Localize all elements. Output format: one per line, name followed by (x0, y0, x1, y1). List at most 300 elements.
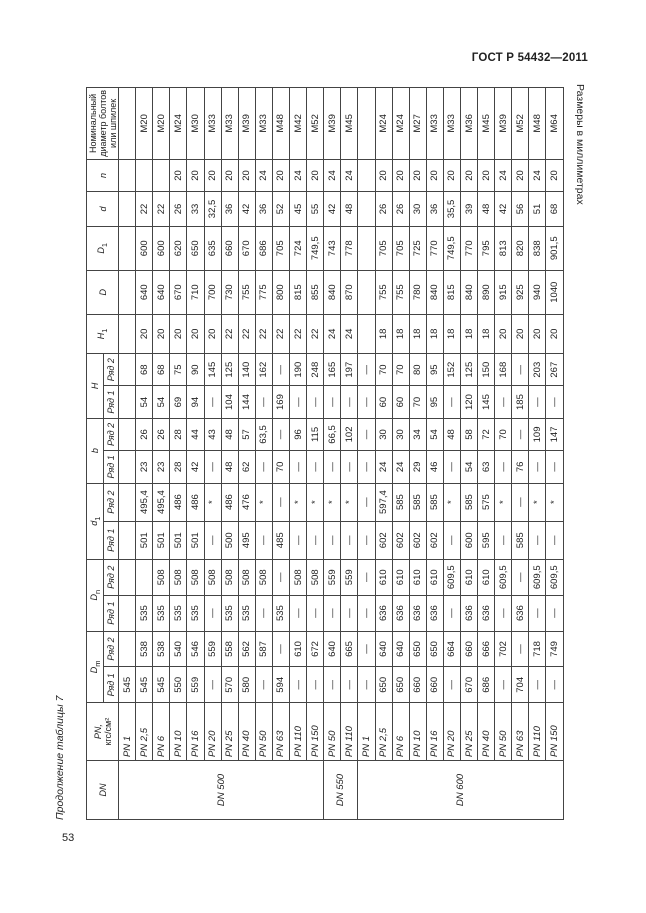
header-pn-unit: кгс/см² (102, 717, 113, 746)
value-cell: 24 (392, 451, 409, 483)
table-row (221, 88, 238, 820)
value-cell: M20 (153, 88, 170, 160)
value-cell: 702 (495, 631, 512, 667)
value-cell: 22 (238, 314, 255, 353)
value-cell: 43 (204, 418, 221, 450)
pn-cell: PN 2,5 (375, 703, 392, 761)
value-cell: M48 (272, 88, 289, 160)
value-cell: 775 (255, 270, 272, 314)
value-cell: 795 (478, 226, 495, 270)
value-cell: 609,5 (529, 559, 546, 595)
value-cell: 24 (529, 159, 546, 191)
value-cell: 585 (512, 521, 529, 559)
value-cell: M39 (324, 88, 341, 160)
value-cell: 585 (409, 483, 426, 521)
value-cell: 660 (409, 667, 426, 703)
value-cell: — (255, 667, 272, 703)
value-cell: 150 (478, 354, 495, 386)
pn-cell: PN 50 (255, 703, 272, 761)
header-h: H (87, 354, 104, 419)
value-cell: 70 (272, 451, 289, 483)
value-cell: 602 (409, 521, 426, 559)
value-cell: 147 (546, 418, 563, 450)
value-cell: — (324, 521, 341, 559)
value-cell: M24 (375, 88, 392, 160)
value-cell: 610 (478, 559, 495, 595)
value-cell: 18 (426, 314, 443, 353)
value-cell: 22 (136, 192, 153, 227)
value-cell: 546 (187, 631, 204, 667)
value-cell (119, 354, 136, 386)
value-cell: 749,5 (443, 226, 460, 270)
table-row (255, 88, 272, 820)
value-cell: — (341, 521, 358, 559)
value-cell: — (546, 595, 563, 631)
value-cell: 33 (187, 192, 204, 227)
value-cell: 52 (272, 192, 289, 227)
value-cell: 24 (341, 159, 358, 191)
value-cell: 725 (409, 226, 426, 270)
value-cell: 168 (495, 354, 512, 386)
value-cell: — (358, 631, 375, 667)
value-cell: * (529, 483, 546, 521)
value-cell: 23 (136, 451, 153, 483)
value-cell: — (358, 559, 375, 595)
header-pn (87, 703, 119, 761)
value-cell (119, 314, 136, 353)
flange-dimensions-table (86, 87, 564, 820)
value-cell: 562 (238, 631, 255, 667)
value-cell: 46 (426, 451, 443, 483)
header-d-big: D (87, 270, 119, 314)
value-cell (119, 226, 136, 270)
table-row (307, 88, 324, 820)
value-cell: 650 (409, 631, 426, 667)
value-cell: 610 (392, 559, 409, 595)
value-cell: 39 (460, 192, 477, 227)
table-row (512, 88, 529, 820)
value-cell: 144 (238, 386, 255, 418)
pn-cell: PN 10 (170, 703, 187, 761)
header-n: n (87, 159, 119, 191)
value-cell: 24 (495, 159, 512, 191)
value-cell: — (546, 451, 563, 483)
value-cell (119, 483, 136, 521)
value-cell: 609,5 (546, 559, 563, 595)
value-cell: 800 (272, 270, 289, 314)
value-cell (358, 270, 375, 314)
value-cell: 185 (512, 386, 529, 418)
value-cell: — (272, 483, 289, 521)
table-row (443, 88, 460, 820)
value-cell: — (358, 418, 375, 450)
table-row (529, 88, 546, 820)
table-row (392, 88, 409, 820)
value-cell: — (529, 595, 546, 631)
value-cell: 165 (324, 354, 341, 386)
value-cell: 66,5 (324, 418, 341, 450)
value-cell: 650 (392, 667, 409, 703)
dn-cell: DN 600 (358, 761, 563, 820)
value-cell: 650 (426, 631, 443, 667)
header-d1-big: $D_1$ (87, 226, 119, 270)
value-cell: 610 (375, 559, 392, 595)
value-cell: 26 (136, 418, 153, 450)
value-cell: 75 (170, 354, 187, 386)
value-cell: 54 (136, 386, 153, 418)
value-cell: 650 (375, 667, 392, 703)
value-cell: * (290, 483, 307, 521)
value-cell: 55 (307, 192, 324, 227)
value-cell: — (358, 521, 375, 559)
value-cell: — (324, 595, 341, 631)
dn-cell: DN 550 (324, 761, 358, 820)
value-cell: M36 (460, 88, 477, 160)
value-cell: M64 (546, 88, 563, 160)
pn-cell: PN 6 (153, 703, 170, 761)
value-cell: 749 (546, 631, 563, 667)
value-cell (119, 159, 136, 191)
dn-cell: DN 500 (119, 761, 324, 820)
table-row (324, 88, 341, 820)
value-cell: 125 (460, 354, 477, 386)
value-cell: 495,4 (136, 483, 153, 521)
value-cell: 508 (170, 559, 187, 595)
value-cell: 190 (290, 354, 307, 386)
value-cell: 58 (460, 418, 477, 450)
header-ryad2: Ряд 2 (104, 418, 119, 450)
value-cell: 20 (409, 159, 426, 191)
value-cell: 559 (324, 559, 341, 595)
value-cell: — (512, 631, 529, 667)
value-cell: 24 (324, 314, 341, 353)
value-cell: 22 (272, 314, 289, 353)
header-ryad1: Ряд 1 (104, 386, 119, 418)
pn-cell: PN 63 (272, 703, 289, 761)
value-cell: — (290, 667, 307, 703)
table-row (170, 88, 187, 820)
value-cell: — (324, 667, 341, 703)
table-header (87, 88, 119, 820)
value-cell: 20 (443, 159, 460, 191)
value-cell: 610 (426, 559, 443, 595)
value-cell: 44 (187, 418, 204, 450)
value-cell: 20 (221, 159, 238, 191)
value-cell: 18 (478, 314, 495, 353)
value-cell: M42 (290, 88, 307, 160)
value-cell: 585 (426, 483, 443, 521)
value-cell: — (495, 595, 512, 631)
value-cell: 636 (460, 595, 477, 631)
value-cell: 68 (153, 354, 170, 386)
value-cell: 18 (375, 314, 392, 353)
value-cell: 718 (529, 631, 546, 667)
value-cell: 602 (375, 521, 392, 559)
value-cell: 20 (546, 314, 563, 353)
value-cell: 22 (307, 314, 324, 353)
value-cell: 538 (136, 631, 153, 667)
value-cell: 508 (255, 559, 272, 595)
value-cell: 120 (460, 386, 477, 418)
value-cell: 36 (255, 192, 272, 227)
table-row (495, 88, 512, 820)
value-cell: 125 (221, 354, 238, 386)
value-cell: — (204, 667, 221, 703)
value-cell: — (324, 451, 341, 483)
table-row (238, 88, 255, 820)
value-cell: 18 (460, 314, 477, 353)
value-cell: — (341, 667, 358, 703)
value-cell: 535 (136, 595, 153, 631)
value-cell: 486 (170, 483, 187, 521)
value-cell: — (307, 451, 324, 483)
pn-cell: PN 10 (409, 703, 426, 761)
value-cell: 635 (204, 226, 221, 270)
value-cell: M52 (307, 88, 324, 160)
value-cell: * (341, 483, 358, 521)
value-cell: — (255, 595, 272, 631)
value-cell: * (546, 483, 563, 521)
table-row (478, 88, 495, 820)
value-cell: 20 (375, 159, 392, 191)
value-cell (136, 159, 153, 191)
value-cell: — (204, 451, 221, 483)
value-cell: 636 (409, 595, 426, 631)
value-cell: 538 (153, 631, 170, 667)
value-cell: 60 (392, 386, 409, 418)
header-b: b (87, 418, 104, 483)
value-cell: 575 (478, 483, 495, 521)
value-cell: 600 (136, 226, 153, 270)
pn-cell: PN 20 (443, 703, 460, 761)
value-cell: 508 (307, 559, 324, 595)
value-cell: 23 (153, 451, 170, 483)
value-cell: 104 (221, 386, 238, 418)
value-cell: M45 (478, 88, 495, 160)
value-cell: — (307, 595, 324, 631)
value-cell: — (272, 559, 289, 595)
header-ryad2: Ряд 2 (104, 354, 119, 386)
value-cell: — (546, 667, 563, 703)
value-cell: 48 (221, 418, 238, 450)
value-cell: 70 (392, 354, 409, 386)
value-cell: — (443, 595, 460, 631)
pn-cell: PN 110 (341, 703, 358, 761)
value-cell: M33 (221, 88, 238, 160)
value-cell (119, 386, 136, 418)
value-cell: 585 (392, 483, 409, 521)
value-cell: 35,5 (443, 192, 460, 227)
value-cell: 22 (153, 192, 170, 227)
table-row (136, 88, 153, 820)
pn-cell: PN 16 (426, 703, 443, 761)
value-cell: 640 (324, 631, 341, 667)
value-cell: — (204, 386, 221, 418)
table-row (426, 88, 443, 820)
table-row (153, 88, 170, 820)
value-cell: — (341, 595, 358, 631)
value-cell: 495 (238, 521, 255, 559)
value-cell: — (546, 521, 563, 559)
value-cell: 535 (187, 595, 204, 631)
rotated-table-wrapper (86, 87, 584, 820)
value-cell (119, 418, 136, 450)
pn-cell: PN 150 (546, 703, 563, 761)
value-cell: 28 (170, 418, 187, 450)
value-cell: — (290, 451, 307, 483)
value-cell: — (443, 521, 460, 559)
value-cell: 36 (426, 192, 443, 227)
value-cell: 550 (170, 667, 187, 703)
pn-cell: PN 1 (119, 703, 136, 761)
pn-cell: PN 63 (512, 703, 529, 761)
value-cell: 610 (460, 559, 477, 595)
header-ryad1: Ряд 1 (104, 451, 119, 483)
value-cell: — (358, 451, 375, 483)
value-cell: — (495, 386, 512, 418)
header-ryad1: Ряд 1 (104, 667, 119, 703)
value-cell: — (290, 595, 307, 631)
value-cell: 69 (170, 386, 187, 418)
value-cell: 704 (512, 667, 529, 703)
value-cell: M39 (495, 88, 512, 160)
value-cell: 500 (221, 521, 238, 559)
value-cell: — (204, 521, 221, 559)
value-cell: 30 (392, 418, 409, 450)
value-cell: — (443, 386, 460, 418)
value-cell: 20 (307, 159, 324, 191)
value-cell: 20 (512, 314, 529, 353)
value-cell: * (255, 483, 272, 521)
value-cell: 545 (119, 667, 136, 703)
value-cell: 20 (478, 159, 495, 191)
value-cell (153, 159, 170, 191)
value-cell: 70 (409, 386, 426, 418)
value-cell: 508 (238, 559, 255, 595)
value-cell: M39 (238, 88, 255, 160)
header-d1: $d_1$ (87, 483, 104, 559)
value-cell: 508 (221, 559, 238, 595)
value-cell: 610 (409, 559, 426, 595)
value-cell: 670 (170, 270, 187, 314)
value-cell: 925 (512, 270, 529, 314)
value-cell: 22 (221, 314, 238, 353)
value-cell: 705 (272, 226, 289, 270)
table-row (546, 88, 563, 820)
value-cell: 815 (290, 270, 307, 314)
value-cell: 636 (375, 595, 392, 631)
value-cell: M24 (392, 88, 409, 160)
value-cell: 636 (478, 595, 495, 631)
value-cell: — (290, 386, 307, 418)
value-cell: M52 (512, 88, 529, 160)
value-cell: 749,5 (307, 226, 324, 270)
value-cell: 24 (375, 451, 392, 483)
value-cell: 670 (460, 667, 477, 703)
value-cell: 30 (375, 418, 392, 450)
value-cell: 45 (290, 192, 307, 227)
value-cell: 840 (324, 270, 341, 314)
value-cell: 508 (187, 559, 204, 595)
value-cell: 743 (324, 226, 341, 270)
value-cell: 508 (153, 559, 170, 595)
value-cell: 665 (341, 631, 358, 667)
value-cell: 660 (426, 667, 443, 703)
pn-cell: PN 16 (187, 703, 204, 761)
table-row (290, 88, 307, 820)
header-dm: $D_m$ (87, 631, 104, 703)
value-cell: 600 (460, 521, 477, 559)
table-row (204, 88, 221, 820)
value-cell: 54 (426, 418, 443, 450)
value-cell: 476 (238, 483, 255, 521)
value-cell: — (512, 559, 529, 595)
value-cell: M48 (529, 88, 546, 160)
value-cell: 585 (460, 483, 477, 521)
value-cell: 63 (478, 451, 495, 483)
value-cell: 1040 (546, 270, 563, 314)
value-cell: 770 (460, 226, 477, 270)
value-cell: 72 (478, 418, 495, 450)
table-row (375, 88, 392, 820)
value-cell: — (324, 386, 341, 418)
value-cell: 602 (392, 521, 409, 559)
value-cell: 587 (255, 631, 272, 667)
value-cell: 580 (238, 667, 255, 703)
value-cell: 20 (170, 159, 187, 191)
value-cell (119, 631, 136, 667)
pn-cell: PN 1 (358, 703, 375, 761)
table-row (272, 88, 289, 820)
value-cell: 915 (495, 270, 512, 314)
value-cell: 870 (341, 270, 358, 314)
pn-cell: PN 50 (495, 703, 512, 761)
value-cell: 540 (170, 631, 187, 667)
value-cell: 18 (409, 314, 426, 353)
value-cell: — (272, 631, 289, 667)
value-cell (136, 559, 153, 595)
value-cell: 610 (290, 631, 307, 667)
value-cell: 24 (324, 159, 341, 191)
value-cell: 664 (443, 631, 460, 667)
value-cell: 42 (495, 192, 512, 227)
value-cell: 68 (546, 192, 563, 227)
value-cell: 609,5 (443, 559, 460, 595)
value-cell (119, 559, 136, 595)
value-cell: 42 (187, 451, 204, 483)
value-cell: 570 (221, 667, 238, 703)
value-cell: 162 (255, 354, 272, 386)
value-cell: 20 (187, 159, 204, 191)
value-cell: 48 (341, 192, 358, 227)
value-cell: — (512, 354, 529, 386)
pn-cell: PN 20 (204, 703, 221, 761)
value-cell: 501 (187, 521, 204, 559)
value-cell: — (358, 595, 375, 631)
pn-cell: PN 25 (221, 703, 238, 761)
value-cell: 672 (307, 631, 324, 667)
value-cell: 20 (136, 314, 153, 353)
value-cell: 755 (238, 270, 255, 314)
value-cell: * (307, 483, 324, 521)
value-cell: 780 (409, 270, 426, 314)
table-row (119, 88, 136, 820)
value-cell: 545 (136, 667, 153, 703)
value-cell: 20 (460, 159, 477, 191)
value-cell: 545 (153, 667, 170, 703)
header-dn-col: $D_n$ (87, 559, 104, 631)
value-cell: 501 (136, 521, 153, 559)
